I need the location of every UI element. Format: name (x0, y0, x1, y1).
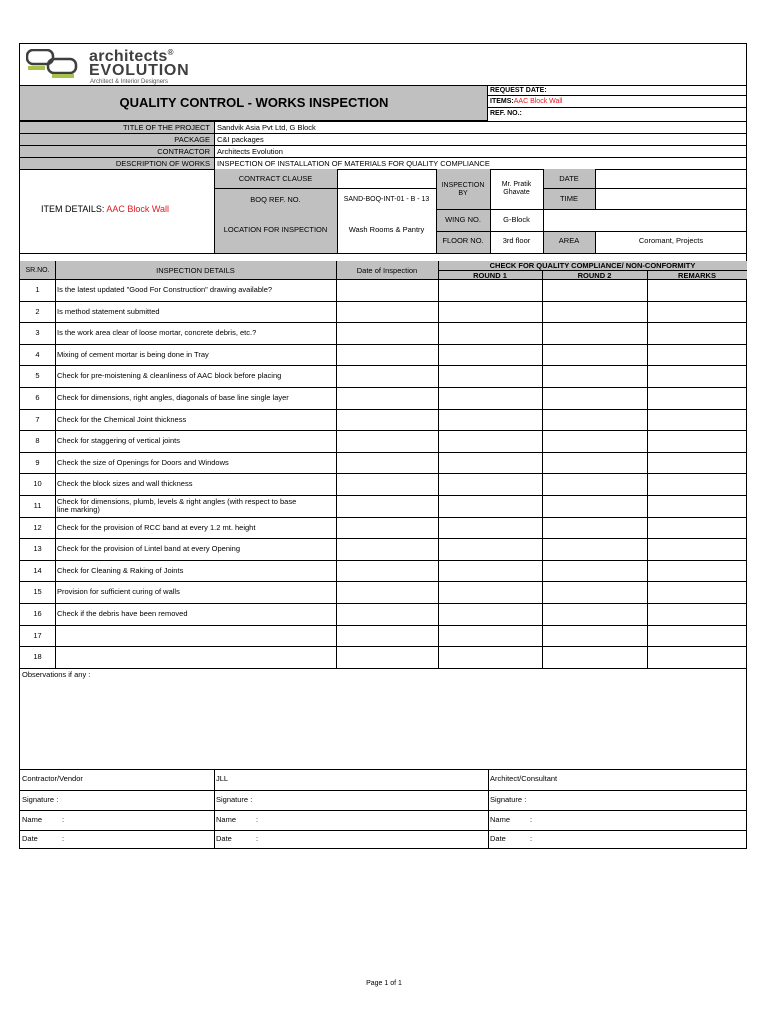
row-number: 15 (33, 587, 42, 597)
logo-text-architects: architects (89, 48, 168, 65)
row-number: 6 (35, 393, 40, 402)
architect-name-label: Name (490, 815, 511, 824)
row-number: 2 (35, 306, 40, 316)
table-row-divider (20, 560, 747, 561)
request-date-label: REQUEST DATE: (490, 87, 547, 94)
table-row-divider (20, 473, 747, 474)
time-label: TIME (560, 194, 578, 203)
logo-registered-mark: ® (167, 48, 174, 57)
page-number: Page 1 of 1 (366, 980, 402, 987)
row-inspection-detail-cont: line marking) (57, 505, 100, 514)
wing-label: WING NO. (445, 215, 481, 224)
table-row-divider (20, 625, 747, 626)
row-inspection-detail: Mixing of cement mortar is being done in Tray (57, 349, 209, 359)
architect-name-colon: : (530, 815, 533, 824)
date-label: DATE (559, 174, 579, 183)
description-label: DESCRIPTION OF WORKS (115, 159, 210, 168)
architect-date-label: Date (490, 834, 506, 843)
party-jll: JLL (216, 774, 229, 783)
inspection-by-label-1: INSPECTION (441, 182, 485, 189)
row-number: 7 (35, 414, 40, 424)
contractor-date-label: Date (22, 834, 38, 843)
location-label: LOCATION FOR INSPECTION (223, 225, 328, 234)
remarks-header: REMARKS (678, 271, 716, 280)
jll-name-label: Name (216, 815, 237, 824)
inspection-form (19, 43, 747, 849)
floor-label: FLOOR NO. (442, 236, 484, 245)
row-inspection-detail: Check for dimensions, right angles, diagonals of base line single layer (57, 393, 289, 402)
area-value: Coromant, Projects (638, 236, 704, 245)
jll-date-label: Date (216, 834, 232, 843)
logo-text-evolution: EVOLUTION (89, 62, 190, 79)
row-inspection-detail: Check for the provision of RCC band at every 1.2 mt. height (57, 522, 256, 532)
row-inspection-detail: Check for the Chemical Joint thickness (57, 414, 187, 424)
table-row-divider (20, 452, 747, 453)
row-inspection-detail: Check if the debris have been removed (57, 609, 188, 618)
row-inspection-detail: Is the work area clear of loose mortar, concrete debris, etc.? (57, 328, 257, 338)
row-inspection-detail: Is the latest updated "Good For Construction" drawing available? (57, 285, 273, 294)
table-row-divider (20, 668, 747, 669)
table-row-divider (20, 365, 747, 366)
table-row-divider (20, 646, 747, 647)
logo-tagline: Architect & Interior Designers (90, 79, 169, 85)
inspection-by-label-2: BY (458, 190, 468, 197)
row-number: 4 (35, 349, 40, 359)
contractor-name-colon: : (62, 815, 65, 824)
item-details-label: ITEM DETAILS: (41, 204, 105, 214)
page-title: QUALITY CONTROL - WORKS INSPECTION (119, 95, 389, 110)
row-inspection-detail: Check for dimensions, plumb, levels & right angles (with respect to base (57, 497, 297, 506)
package-value: C&I packages (217, 135, 264, 144)
table-row-divider (20, 430, 747, 431)
table-row-divider (20, 538, 747, 539)
row-number: 3 (35, 328, 40, 338)
ref-no-label: REF. NO.: (490, 110, 522, 117)
party-contractor: Contractor/Vendor (22, 774, 83, 783)
item-details (41, 205, 169, 214)
row-inspection-detail: Check the size of Openings for Doors and Windows (57, 457, 229, 467)
project-title-value: Sandvik Asia Pvt Ltd, G Block (217, 123, 316, 132)
item-details-value: AAC Block Wall (106, 204, 170, 214)
boq-ref-value: SAND-BOQ-INT-01 - B - 13 (343, 196, 430, 203)
row-number: 18 (33, 652, 42, 662)
round1-header: ROUND 1 (473, 271, 507, 280)
architect-date-colon: : (530, 834, 533, 843)
package-label: PACKAGE (174, 135, 210, 144)
architect-signature-label: Signature : (490, 795, 527, 804)
table-row-divider (20, 301, 747, 302)
row-inspection-detail: Provision for sufficient curing of walls (57, 587, 180, 597)
table-row-divider (20, 344, 747, 345)
table-row-divider (20, 581, 747, 582)
row-number: 10 (33, 479, 42, 489)
inspector-name-1: Mr. Pratik (501, 181, 532, 188)
location-value: Wash Rooms & Pantry (348, 225, 425, 234)
contractor-date-colon: : (62, 834, 65, 843)
row-number: 8 (35, 436, 40, 446)
row-inspection-detail: Check for staggering of vertical joints (57, 436, 180, 446)
row-number: 16 (33, 609, 42, 618)
table-row-divider (20, 409, 747, 410)
contractor-name-label: Name (22, 815, 43, 824)
company-logo (26, 48, 196, 84)
row-number: 1 (35, 285, 40, 294)
date-of-inspection-header: Date of Inspection (356, 266, 418, 275)
table-row-divider (20, 322, 747, 323)
row-inspection-detail: Check the block sizes and wall thickness (57, 479, 193, 489)
inspection-details-header: INSPECTION DETAILS (156, 266, 235, 275)
row-number: 17 (33, 630, 42, 640)
boq-ref-label: BOQ REF. NO. (250, 195, 301, 204)
items-label: ITEMS: (490, 98, 514, 105)
party-architect: Architect/Consultant (490, 774, 558, 783)
jll-name-colon: : (256, 815, 259, 824)
table-row-divider (20, 517, 747, 518)
row-number: 14 (33, 565, 42, 575)
inspector-name-2: Ghavate (503, 189, 530, 196)
row-number: 5 (35, 371, 40, 381)
area-label: AREA (558, 236, 580, 245)
compliance-header: CHECK FOR QUALITY COMPLIANCE/ NON-CONFORMITY (489, 261, 696, 270)
row-inspection-detail: Check for Cleaning & Raking of Joints (57, 565, 184, 575)
table-row-divider (20, 495, 747, 496)
row-inspection-detail: Check for the provision of Lintel band at every Opening (57, 544, 241, 554)
row-inspection-detail: Check for pre-moistening & cleanliness of AAC block before placing (57, 371, 282, 381)
contractor-value: Architects Evolution (217, 147, 283, 156)
logo-mark-icon (26, 49, 78, 81)
row-number: 11 (33, 501, 42, 510)
row-inspection-detail: Is method statement submitted (57, 306, 160, 316)
table-row-divider (20, 603, 747, 604)
wing-value: G-Block (503, 215, 530, 224)
observations-label: Observations if any : (22, 670, 91, 679)
description-value: INSPECTION OF INSTALLATION OF MATERIALS FOR QUALITY COMPLIANCE (217, 159, 490, 168)
contract-clause-label: CONTRACT CLAUSE (238, 174, 313, 183)
row-number: 9 (35, 457, 40, 467)
sr-no-header: SR.NO. (25, 267, 50, 274)
contractor-label: CONTRACTOR (157, 147, 210, 156)
contractor-signature-label: Signature : (22, 795, 59, 804)
floor-value: 3rd floor (502, 236, 531, 245)
items-value: AAC Block Wall (513, 98, 563, 105)
jll-signature-label: Signature : (216, 795, 253, 804)
round2-header: ROUND 2 (577, 271, 612, 280)
row-number: 12 (33, 522, 42, 532)
row-number: 13 (33, 544, 42, 554)
jll-date-colon: : (256, 834, 259, 843)
table-row-divider (20, 387, 747, 388)
project-title-label: TITLE OF THE PROJECT (123, 123, 210, 132)
